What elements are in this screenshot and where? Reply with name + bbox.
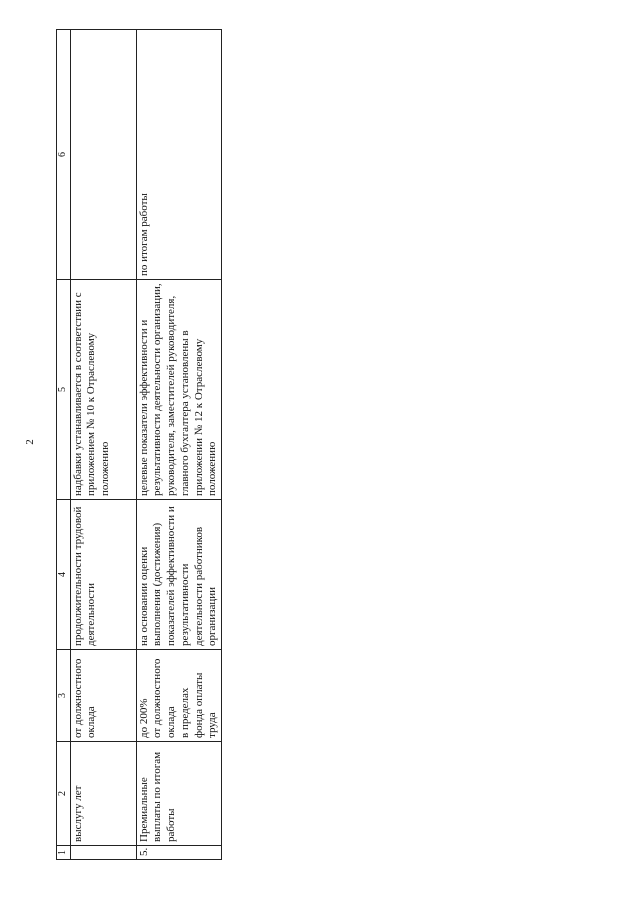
payment-period	[70, 30, 136, 280]
payment-indicators: целевые показатели эффективности и результативности деятельности организации, руководителя, заместителей руководителя, главного бухгалтера установлены в приложении № 12 к Отраслевому положению	[136, 280, 222, 500]
page-number: 2	[24, 439, 36, 445]
amount-line: фонда оплаты	[192, 672, 205, 738]
amount-line: труда	[206, 712, 219, 738]
column-header: 4	[57, 500, 71, 650]
column-header: 1	[57, 846, 71, 860]
row-number: 5.	[136, 846, 222, 860]
amount-line: в пределах	[178, 687, 191, 738]
column-header: 6	[57, 30, 71, 280]
payment-period: по итогам работы	[136, 30, 222, 280]
table-row	[70, 30, 136, 860]
column-header: 2	[57, 742, 71, 846]
amount-line: до 200%	[137, 698, 150, 738]
payment-amount: от должностного оклада	[70, 650, 136, 742]
amount-line: оклада	[165, 706, 177, 738]
column-header: 3	[57, 650, 71, 742]
payment-indicators: надбавки устанавливается в соответствии с приложением № 10 к Отраслевому положению	[70, 280, 136, 500]
payment-condition: на основании оценки выполнения (достижения) показателей эффективности и результативности деятельности работников организации	[136, 500, 222, 650]
payment-condition: продолжительности трудовой деятельности	[70, 500, 136, 650]
amount-line: от должностного	[151, 658, 164, 738]
table-row	[136, 30, 222, 860]
table-header-row	[57, 30, 71, 860]
row-number	[70, 846, 136, 860]
column-header: 5	[57, 280, 71, 500]
document-sheet	[56, 30, 219, 860]
payment-amount	[136, 650, 222, 742]
payment-name: Премиальные выплаты по итогам работы	[136, 742, 222, 846]
payment-name: выслугу лет	[70, 742, 136, 846]
payment-table	[56, 29, 222, 860]
